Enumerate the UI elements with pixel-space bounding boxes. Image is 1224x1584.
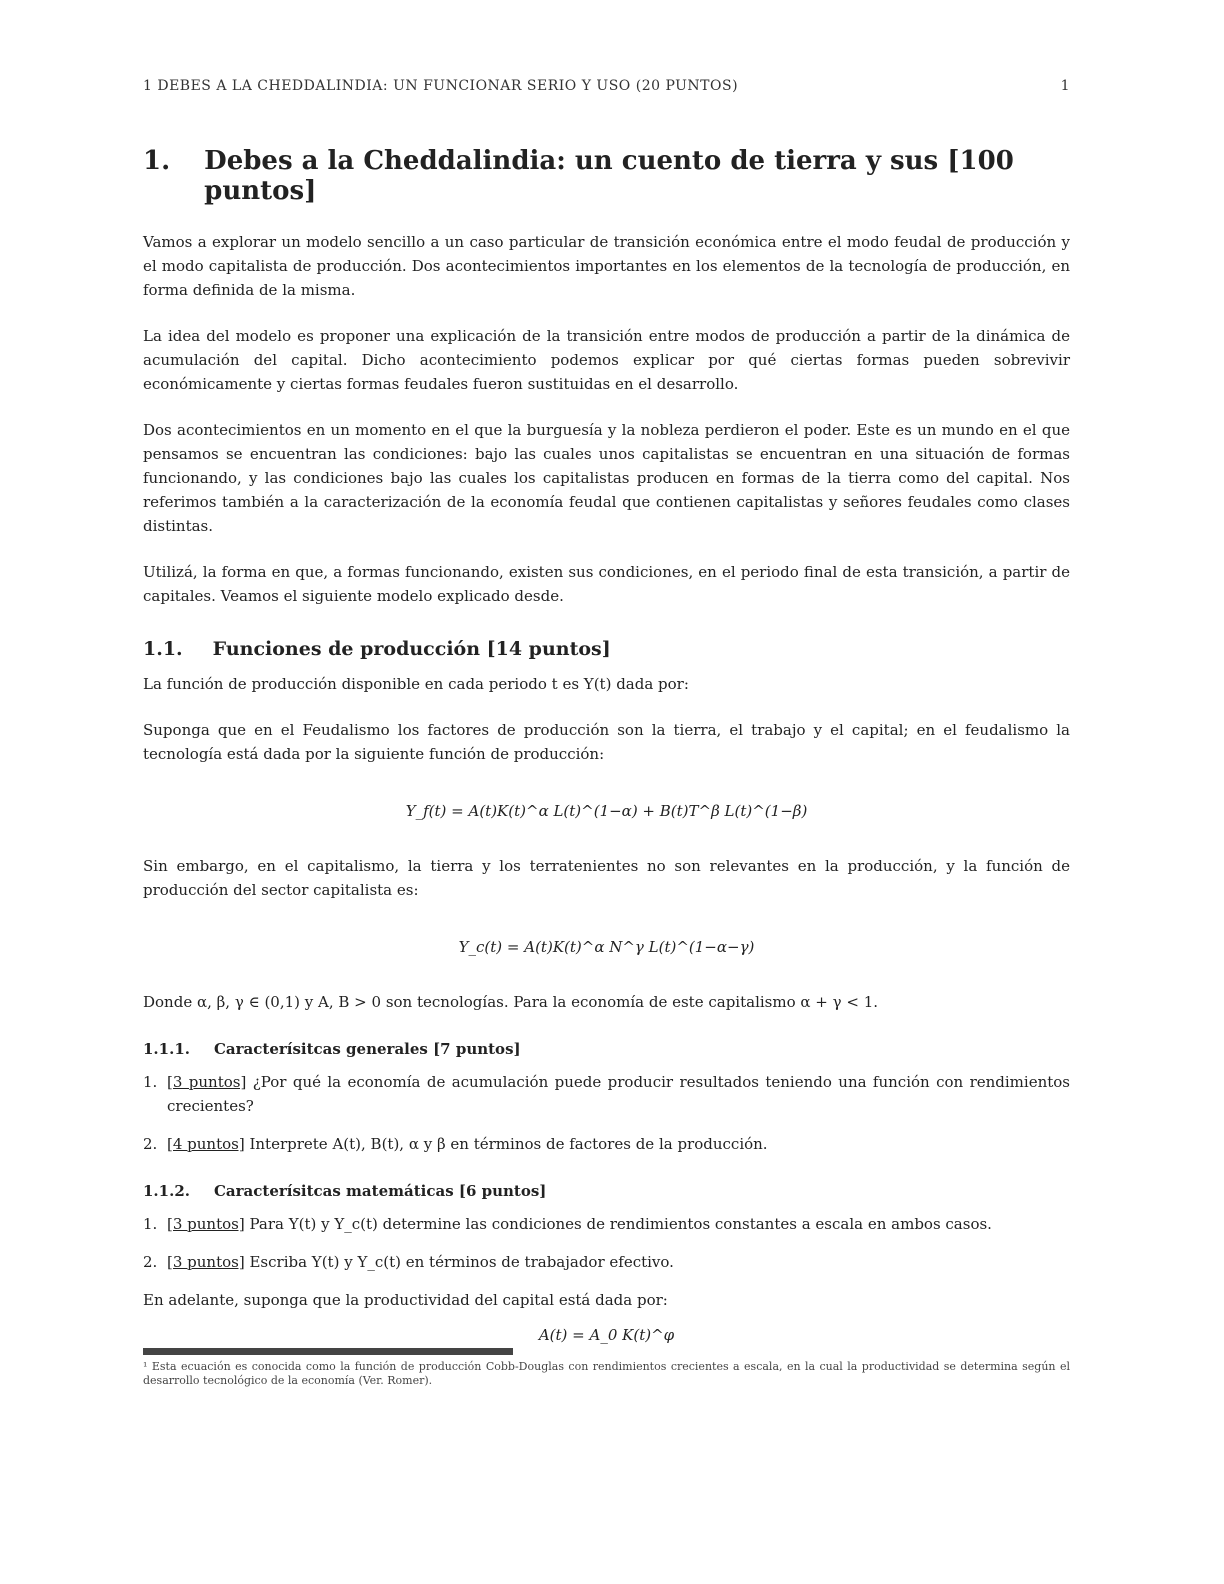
item-number: 2. (143, 1253, 158, 1271)
section-title: Debes a la Cheddalindia: un cuento de tierra y sus [100 puntos] (204, 146, 1014, 206)
paragraph: En adelante, suponga que la productividad del capital está dada por: (143, 1291, 668, 1309)
subsubsection-title: Caracterísitcas generales [7 puntos] (213, 1040, 521, 1058)
question-item (143, 1212, 1070, 1236)
footnote: ¹ Esta ecuación es conocida como la función de producción Cobb-Douglas con rendimientos crecientes a escala, en la cual la productividad se determina según el desarrollo tecnológico de la economía (Ver. Romer). (143, 1360, 1070, 1387)
paragraph: Donde α, β, γ ∈ (0,1) y A, B > 0 son tecnologías. Para la economía de este capitalismo α + γ < 1. (143, 993, 878, 1011)
page-number: 1 (1060, 78, 1070, 94)
item-number: 2. (143, 1135, 158, 1153)
item-number: 1. (143, 1073, 158, 1091)
running-header (143, 78, 1070, 94)
subsection-heading (143, 638, 1070, 660)
paragraph: Suponga que en el Feudalismo los factores de producción son la tierra, el trabajo y el capital; en el feudalismo la tecnología está dada por la siguiente función de producción: (143, 721, 1070, 763)
equation: Y_c(t) = A(t)K(t)^α N^γ L(t)^(1−α−γ) (458, 938, 755, 956)
item-text (167, 1212, 1070, 1236)
item-text (167, 1250, 1070, 1274)
subsubsection-heading (143, 1182, 1070, 1200)
document-page (143, 78, 1070, 1354)
subsection-number: 1.1. (143, 638, 183, 660)
item-body: Escriba Y(t) y Y_c(t) en términos de trabajador efectivo. (244, 1253, 674, 1271)
paragraph: Dos acontecimientos en un momento en el que la burguesía y la nobleza perdieron el poder. Este es un mundo en el que pensamos se encuentran las condiciones: bajo las cuales unos capitalistas se encuentran en una situación de formas funcionando, y las condiciones bajo las cuales los capitalistas producen en formas de la tierra como del capital. Nos referimos también a la caracterización de la economía feudal que contienen capitalistas y señores feudales como clases distintas. (143, 421, 1070, 535)
item-body: ¿Por qué la economía de acumulación puede producir resultados teniendo una función con rendimientos crecientes? (167, 1073, 1070, 1115)
equation: Y_f(t) = A(t)K(t)^α L(t)^(1−α) + B(t)T^β L(t)^(1−β) (405, 802, 808, 820)
subsubsection-title: Caracterísitcas matemáticas [6 puntos] (213, 1182, 547, 1200)
subsection-title: Funciones de producción [14 puntos] (212, 638, 611, 660)
question-item (143, 1132, 1070, 1156)
question-item (143, 1250, 1070, 1274)
question-item (143, 1070, 1070, 1118)
paragraph: Utilizá, la forma en que, a formas funcionando, existen sus condiciones, en el periodo final de esta transición, a partir de capitales. Veamos el siguiente modelo explicado desde. (143, 563, 1070, 605)
item-points: [3 puntos] (167, 1073, 247, 1091)
running-header-title: 1 DEBES A LA CHEDDALINDIA: UN FUNCIONAR SERIO Y USO (20 PUNTOS) (143, 78, 739, 94)
item-points: [3 puntos] (167, 1253, 245, 1271)
paragraph: La idea del modelo es proponer una explicación de la transición entre modos de producción a partir de la dinámica de acumulación del capital. Dicho acontecimiento podemos explicar por qué ciertas formas pueden sobrevivir económicamente y ciertas formas feudales fueron sustituidas en el desarrollo. (143, 327, 1070, 393)
subsubsection-number: 1.1.1. (143, 1040, 190, 1058)
footnote-rule (143, 1348, 513, 1355)
equation: A(t) = A_0 K(t)^φ (538, 1326, 675, 1344)
item-number: 1. (143, 1215, 158, 1233)
paragraph: Sin embargo, en el capitalismo, la tierra y los terratenientes no son relevantes en la producción, y la función de producción del sector capitalista es: (143, 857, 1070, 899)
item-body: Interprete A(t), B(t), α y β en términos de factores de la producción. (244, 1135, 768, 1153)
paragraph: La función de producción disponible en cada periodo t es Y(t) dada por: (143, 675, 689, 693)
subsubsection-number: 1.1.2. (143, 1182, 190, 1200)
item-text (167, 1132, 1070, 1156)
paragraph: Vamos a explorar un modelo sencillo a un caso particular de transición económica entre el modo feudal de producción y el modo capitalista de producción. Dos acontecimientos importantes en los elementos de la tecnología de producción, en forma definida de la misma. (143, 233, 1070, 299)
section-number: 1. (143, 146, 171, 176)
subsubsection-heading (143, 1040, 1070, 1058)
section-heading (143, 146, 1070, 206)
item-text (167, 1070, 1070, 1118)
item-body: Para Y(t) y Y_c(t) determine las condiciones de rendimientos constantes a escala en ambos casos. (244, 1215, 992, 1233)
item-points: [3 puntos] (167, 1215, 245, 1233)
item-points: [4 puntos] (167, 1135, 245, 1153)
